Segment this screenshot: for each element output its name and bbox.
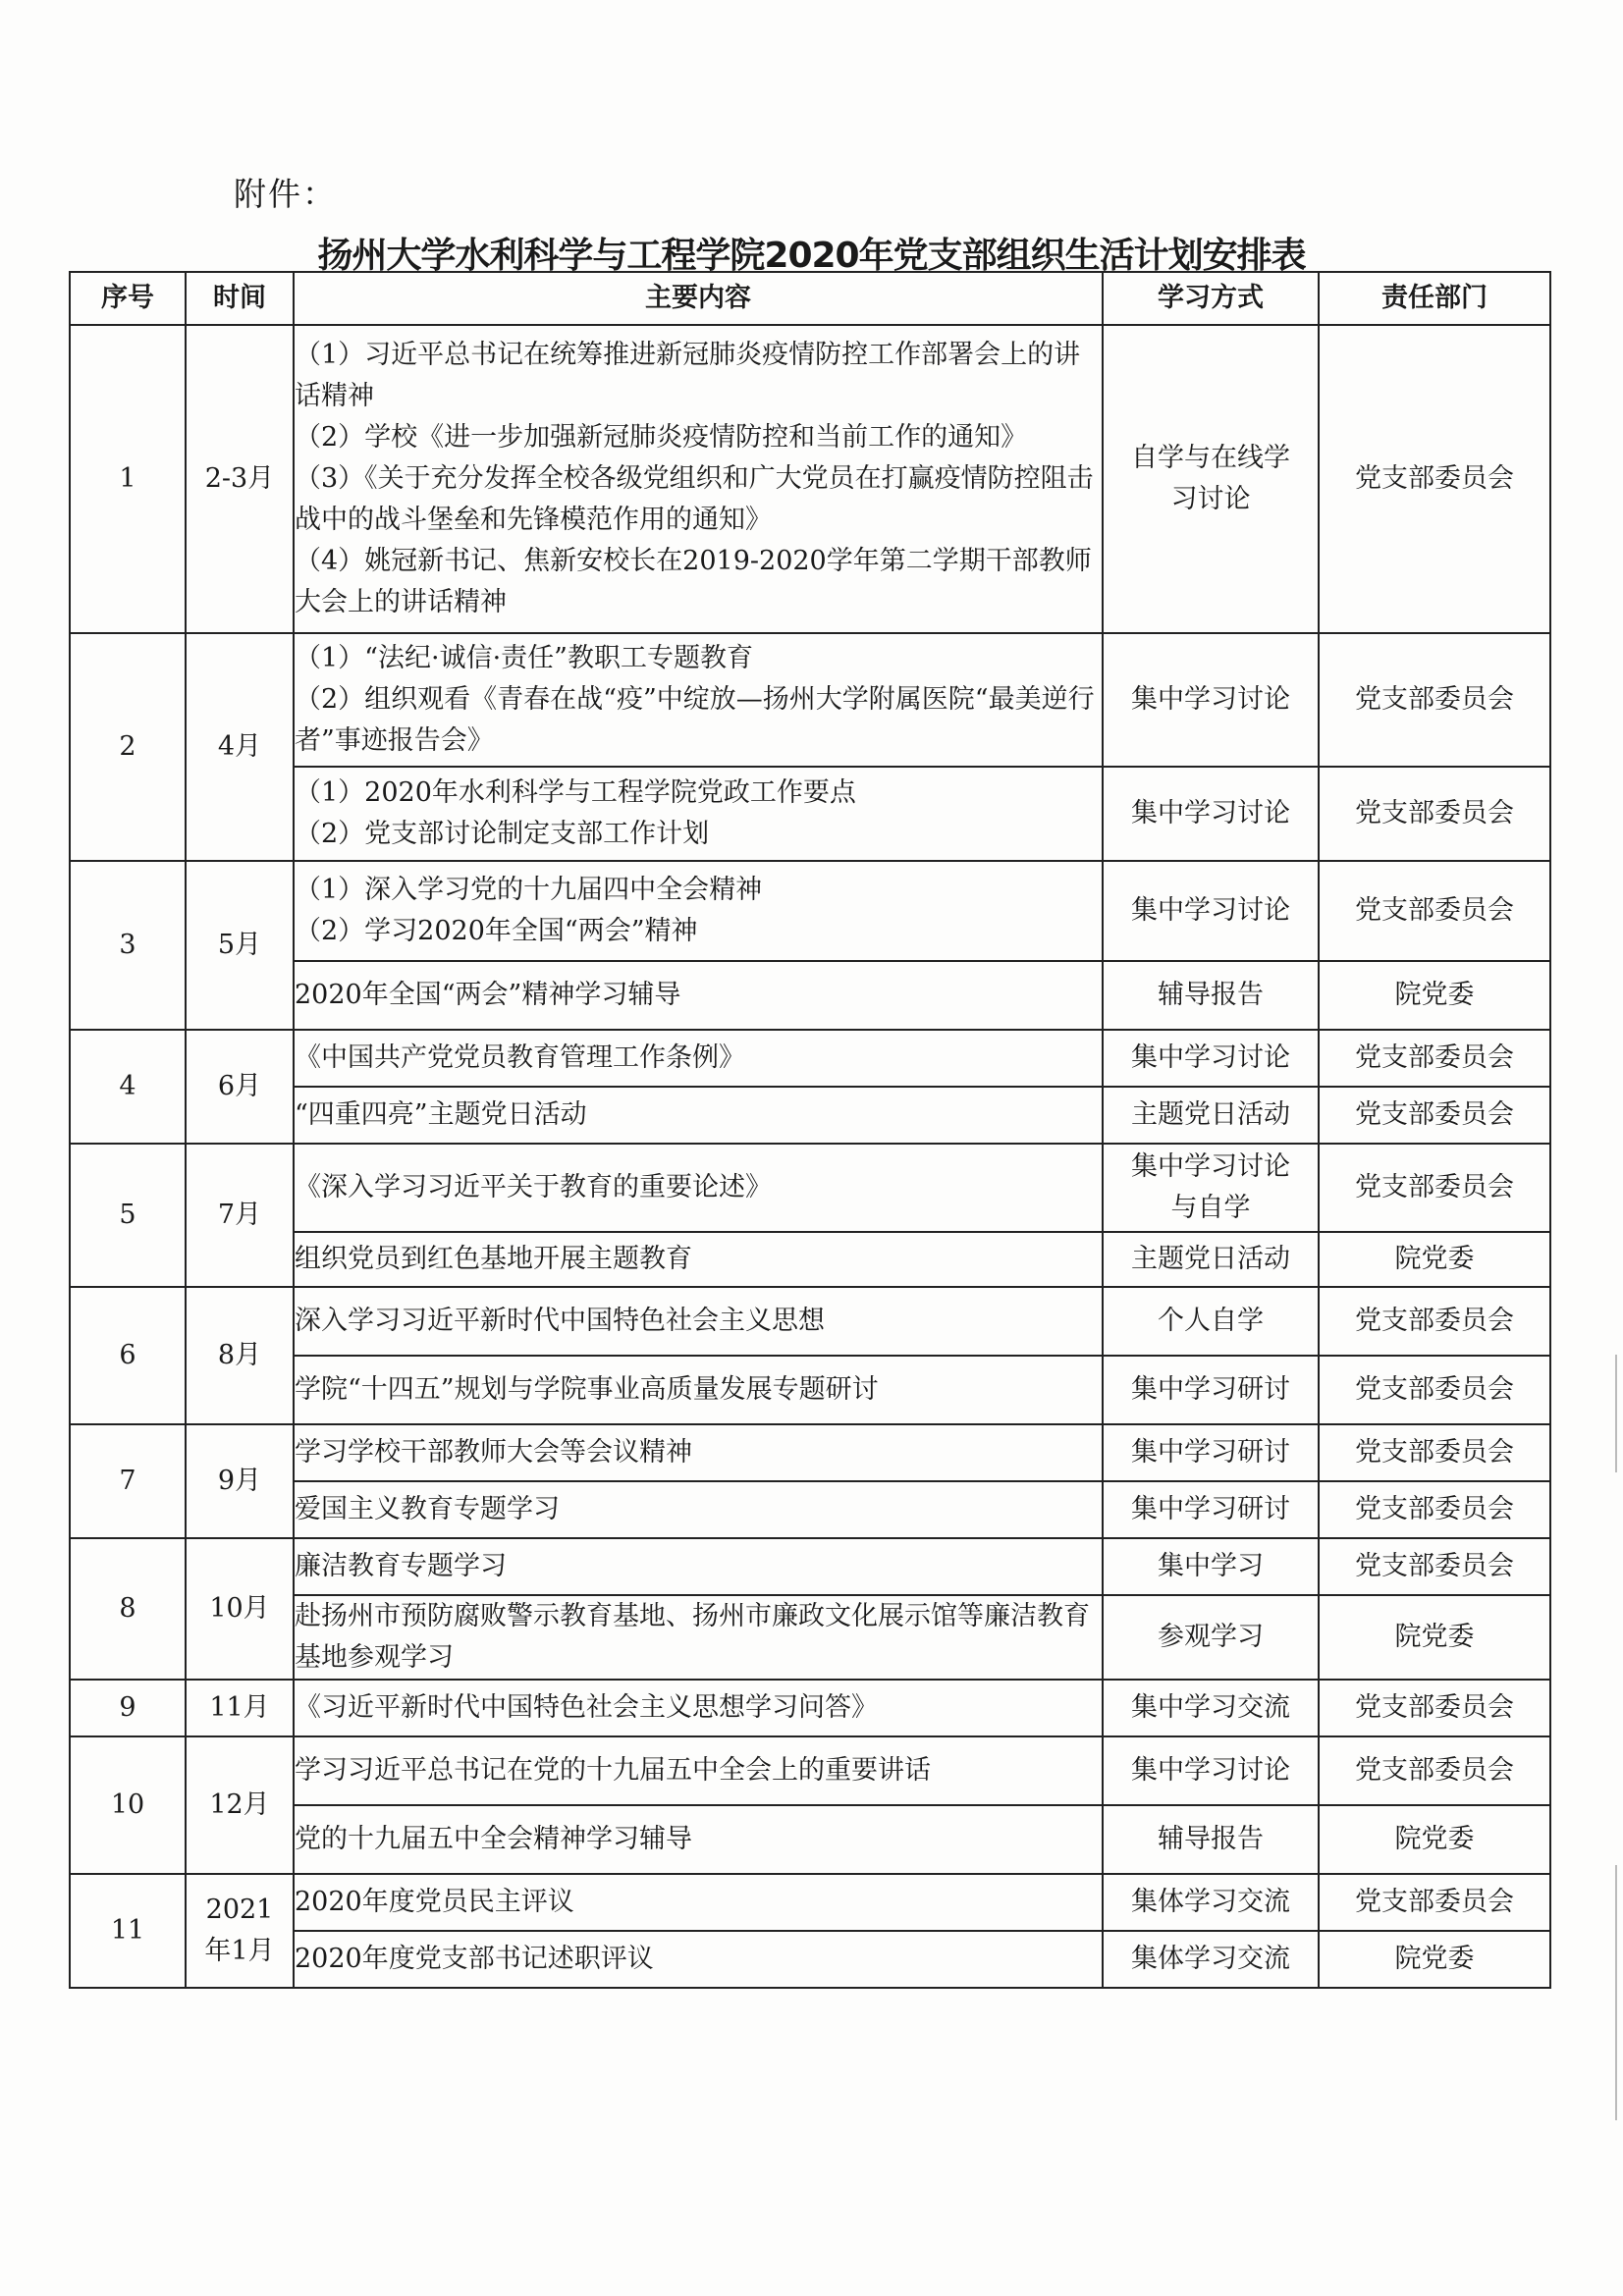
cell-no: 5: [70, 1144, 186, 1287]
cell-dept: 党支部委员会: [1319, 861, 1550, 961]
content-item: 《中国共产党党员教育管理工作条例》: [295, 1042, 745, 1073]
content-item: 党的十九届五中全会精神学习辅导: [295, 1824, 692, 1854]
cell-time: [186, 1144, 294, 1287]
cell-dept: 党支部委员会: [1319, 1087, 1550, 1144]
content-item: 深入学习习近平新时代中国特色社会主义思想: [295, 1306, 825, 1336]
column-header-no: 序号: [70, 272, 186, 325]
table-row: [70, 1144, 1550, 1232]
cell-content: [294, 1874, 1103, 1931]
cell-no: 10: [70, 1736, 186, 1874]
plan-table: [69, 271, 1551, 1989]
table-row: [70, 1287, 1550, 1356]
cell-no: 9: [70, 1680, 186, 1736]
time-line: 4月: [217, 731, 262, 762]
cell-method: 集中学习讨论: [1103, 767, 1319, 861]
cell-method: 集中学习研讨: [1103, 1424, 1319, 1481]
cell-dept: 党支部委员会: [1319, 633, 1550, 767]
table-row: [70, 1030, 1550, 1087]
content-item: 《深入学习习近平关于教育的重要论述》: [295, 1172, 772, 1202]
time-line: 2-3月: [204, 463, 275, 494]
time-line: 5月: [217, 930, 262, 960]
cell-no: 1: [70, 325, 186, 633]
cell-method: 主题党日活动: [1103, 1232, 1319, 1287]
cell-dept: 党支部委员会: [1319, 1874, 1550, 1931]
time-line: 2021: [205, 1895, 274, 1925]
content-item: 2020年度党员民主评议: [295, 1887, 574, 1917]
cell-no: 8: [70, 1538, 186, 1680]
cell-dept: 院党委: [1319, 961, 1550, 1030]
content-item: 爱国主义教育专题学习: [295, 1494, 560, 1524]
cell-content: [294, 1287, 1103, 1356]
cell-method: 主题党日活动: [1103, 1087, 1319, 1144]
cell-method: 辅导报告: [1103, 961, 1319, 1030]
content-item: （1）2020年水利科学与工程学院党政工作要点: [295, 777, 856, 808]
cell-dept: 党支部委员会: [1319, 1736, 1550, 1805]
cell-content: [294, 861, 1103, 961]
content-item: 2020年度党支部书记述职评议: [295, 1944, 654, 1974]
table-row: [70, 1680, 1550, 1736]
table-row: [70, 1538, 1550, 1595]
content-item: 廉洁教育专题学习: [295, 1551, 507, 1581]
content-item: （2）学校《进一步加强新冠肺炎疫情防控和当前工作的通知》: [295, 422, 1028, 453]
table-header-row: [70, 272, 1550, 325]
cell-content: [294, 1595, 1103, 1680]
content-item: （3）《关于充分发挥全校各级党组织和广大党员在打赢疫情防控阻击战中的战斗堡垒和先锋模范作用的通知》: [295, 463, 1094, 535]
cell-no: 3: [70, 861, 186, 1030]
content-item: 赴扬州市预防腐败警示教育基地、扬州市廉政文化展示馆等廉洁教育基地参观学习: [295, 1601, 1090, 1673]
cell-method: 集体学习交流: [1103, 1874, 1319, 1931]
cell-time: [186, 1874, 294, 1988]
cell-dept: 党支部委员会: [1319, 325, 1550, 633]
cell-method: 辅导报告: [1103, 1805, 1319, 1874]
cell-content: [294, 325, 1103, 633]
content-item: （2）学习2020年全国“两会”精神: [295, 916, 698, 946]
cell-content: [294, 1931, 1103, 1988]
cell-content: [294, 1030, 1103, 1087]
cell-method: 集中学习讨论: [1103, 633, 1319, 767]
time-line: 6月: [217, 1071, 262, 1101]
cell-no: 7: [70, 1424, 186, 1538]
column-header-method: 学习方式: [1103, 272, 1319, 325]
cell-content: [294, 767, 1103, 861]
cell-method: 集中学习讨论: [1103, 1030, 1319, 1087]
cell-dept: 党支部委员会: [1319, 1481, 1550, 1538]
cell-no: 4: [70, 1030, 186, 1144]
cell-method: 集中学习讨论与自学: [1103, 1144, 1319, 1232]
cell-content: [294, 1087, 1103, 1144]
cell-content: [294, 1424, 1103, 1481]
cell-dept: 党支部委员会: [1319, 1287, 1550, 1356]
cell-dept: 院党委: [1319, 1805, 1550, 1874]
cell-content: [294, 1481, 1103, 1538]
cell-method: 自学与在线学习讨论: [1103, 325, 1319, 633]
cell-time: [186, 1287, 294, 1424]
cell-method: 集中学习讨论: [1103, 1736, 1319, 1805]
cell-content: [294, 633, 1103, 767]
cell-method: 集中学习研讨: [1103, 1356, 1319, 1424]
time-line: 8月: [217, 1340, 262, 1370]
page-title: 扬州大学水利科学与工程学院2020年党支部组织生活计划安排表: [317, 236, 1306, 276]
content-item: “四重四亮”主题党日活动: [295, 1099, 587, 1130]
content-item: 学院“十四五”规划与学院事业高质量发展专题研讨: [295, 1374, 879, 1405]
plan-table-body: [70, 325, 1550, 1988]
cell-method: 参观学习: [1103, 1595, 1319, 1680]
cell-time: [186, 1424, 294, 1538]
cell-time: [186, 861, 294, 1030]
time-line: 年1月: [204, 1936, 275, 1966]
content-item: （4）姚冠新书记、焦新安校长在2019-2020学年第二学期干部教师大会上的讲话精神: [295, 546, 1092, 617]
cell-time: [186, 1030, 294, 1144]
cell-dept: 党支部委员会: [1319, 1030, 1550, 1087]
cell-content: [294, 1232, 1103, 1287]
cell-content: [294, 1538, 1103, 1595]
cell-time: [186, 1736, 294, 1874]
time-line: 9月: [217, 1466, 262, 1496]
time-line: 11月: [209, 1692, 270, 1723]
cell-time: [186, 325, 294, 633]
content-item: （1）深入学习党的十九届四中全会精神: [295, 875, 763, 905]
table-row: [70, 1874, 1550, 1931]
time-line: 10月: [209, 1593, 270, 1624]
content-item: （1）“法纪·诚信·责任”教职工专题教育: [295, 643, 753, 673]
cell-dept: 院党委: [1319, 1931, 1550, 1988]
cell-method: 集中学习讨论: [1103, 861, 1319, 961]
cell-time: [186, 1680, 294, 1736]
cell-no: 11: [70, 1874, 186, 1988]
cell-dept: 党支部委员会: [1319, 767, 1550, 861]
cell-method: 集中学习研讨: [1103, 1481, 1319, 1538]
table-row: [70, 1424, 1550, 1481]
cell-dept: 党支部委员会: [1319, 1538, 1550, 1595]
content-item: 学习习近平总书记在党的十九届五中全会上的重要讲话: [295, 1755, 931, 1786]
attachment-label: 附件：: [234, 175, 337, 213]
cell-method: 集体学习交流: [1103, 1931, 1319, 1988]
content-item: （1）习近平总书记在统筹推进新冠肺炎疫情防控工作部署会上的讲话精神: [295, 340, 1081, 411]
content-item: （2）组织观看《青春在战“疫”中绽放—扬州大学附属医院“最美逆行者”事迹报告会》: [295, 684, 1095, 756]
cell-method: 集中学习交流: [1103, 1680, 1319, 1736]
content-item: 《习近平新时代中国特色社会主义思想学习问答》: [295, 1692, 878, 1723]
cell-time: [186, 1538, 294, 1680]
content-item: 学习学校干部教师大会等会议精神: [295, 1437, 692, 1468]
cell-dept: 党支部委员会: [1319, 1424, 1550, 1481]
time-line: 7月: [217, 1200, 262, 1230]
content-item: 2020年全国“两会”精神学习辅导: [295, 980, 681, 1010]
cell-content: [294, 1356, 1103, 1424]
cell-dept: 党支部委员会: [1319, 1680, 1550, 1736]
cell-dept: 院党委: [1319, 1232, 1550, 1287]
content-item: 组织党员到红色基地开展主题教育: [295, 1244, 692, 1274]
time-line: 12月: [209, 1789, 270, 1820]
cell-method: 集中学习: [1103, 1538, 1319, 1595]
scan-edge-mark: [1615, 1355, 1617, 1472]
cell-content: [294, 1805, 1103, 1874]
table-row: [70, 1736, 1550, 1805]
cell-dept: 党支部委员会: [1319, 1356, 1550, 1424]
cell-content: [294, 961, 1103, 1030]
cell-content: [294, 1680, 1103, 1736]
cell-no: 6: [70, 1287, 186, 1424]
content-item: （2）党支部讨论制定支部工作计划: [295, 819, 710, 849]
column-header-dept: 责任部门: [1319, 272, 1550, 325]
column-header-content: 主要内容: [294, 272, 1103, 325]
cell-no: 2: [70, 633, 186, 861]
cell-time: [186, 633, 294, 861]
table-row: [70, 325, 1550, 633]
table-row: [70, 861, 1550, 961]
cell-content: [294, 1144, 1103, 1232]
column-header-time: 时间: [186, 272, 294, 325]
table-row: [70, 633, 1550, 767]
cell-content: [294, 1736, 1103, 1805]
cell-dept: 院党委: [1319, 1595, 1550, 1680]
scan-edge-mark: [1615, 1865, 1617, 2120]
cell-dept: 党支部委员会: [1319, 1144, 1550, 1232]
cell-method: 个人自学: [1103, 1287, 1319, 1356]
